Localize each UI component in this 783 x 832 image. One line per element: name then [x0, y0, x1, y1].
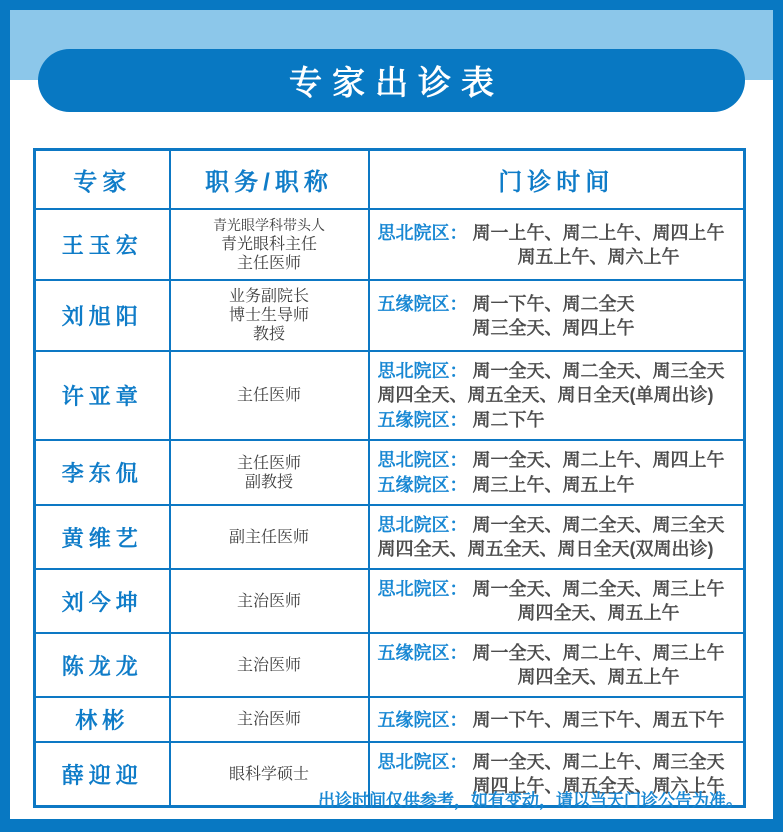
title-line: 教授 [252, 326, 285, 343]
campus-label: 思北院区： [377, 450, 468, 470]
title-line: 主治医师 [236, 592, 301, 610]
schedule-entry [378, 292, 738, 340]
schedule-table [33, 148, 746, 808]
schedule-days: 周一全天、周二全天、周三全天 周四全天、周五全天、周日全天(单周出诊) [377, 361, 725, 405]
column-header: 专家 [35, 150, 170, 210]
schedule-table-container [33, 148, 743, 808]
title-line: 主任医师 [236, 454, 301, 472]
title-line: 主治医师 [236, 711, 301, 728]
title-line: 主任医师 [236, 387, 301, 404]
doctor-titles [170, 569, 369, 633]
campus-label: 五缘院区： [377, 475, 468, 495]
doctor-schedule [369, 209, 745, 280]
doctor-titles [170, 351, 369, 440]
campus-label: 五缘院区： [377, 293, 468, 314]
doctor-name: 刘旭阳 [35, 280, 170, 351]
schedule-days: 周一全天、周二上午、周三全天 周四上午、周五全天、周六上午 [472, 752, 725, 796]
schedule-days: 周一下午、周三下午、周五下午 [472, 709, 725, 730]
page-title: 专家出诊表 [289, 64, 504, 101]
doctor-name: 王玉宏 [35, 209, 170, 280]
doctor-titles [170, 209, 369, 280]
doctor-schedule [369, 440, 745, 505]
schedule-days: 周二下午 [472, 410, 545, 430]
campus-label: 五缘院区： [377, 643, 468, 663]
doctor-schedule [369, 505, 745, 569]
schedule-table-body [35, 209, 745, 807]
doctor-name: 陈龙龙 [35, 633, 170, 697]
title-line: 青光眼学科带头人 [213, 217, 325, 233]
doctor-name: 李东侃 [35, 440, 170, 505]
title-line: 眼科学硕士 [228, 765, 309, 783]
table-row [35, 633, 745, 697]
doctor-name: 薛迎迎 [35, 742, 170, 807]
title-line: 主任医师 [236, 255, 301, 272]
table-row [35, 505, 745, 569]
schedule-entry [378, 641, 738, 689]
table-header-row [35, 150, 745, 210]
title-line: 青光眼科主任 [220, 236, 317, 253]
campus-label: 思北院区： [377, 579, 468, 599]
title-line: 博士生导师 [228, 307, 309, 324]
campus-label: 五缘院区： [377, 410, 468, 430]
schedule-entry [378, 221, 738, 269]
doctor-name: 黄维艺 [35, 505, 170, 569]
doctor-titles [170, 697, 369, 742]
table-row [35, 280, 745, 351]
doctor-titles [170, 505, 369, 569]
schedule-entry [378, 577, 738, 625]
schedule-days: 周一上午、周二上午、周四上午 周五上午、周六上午 [472, 222, 725, 267]
doctor-titles [170, 280, 369, 351]
title-line: 业务副院长 [228, 288, 309, 305]
doctor-name: 许亚章 [35, 351, 170, 440]
doctor-schedule [369, 351, 745, 440]
doctor-titles [170, 440, 369, 505]
schedule-entry [378, 473, 738, 497]
schedule-entry [378, 513, 738, 561]
schedule-entry [378, 408, 738, 432]
schedule-days: 周一全天、周二全天、周三上午 周四全天、周五上午 [472, 579, 725, 623]
campus-label: 思北院区： [377, 361, 468, 381]
doctor-schedule [369, 569, 745, 633]
schedule-days: 周一全天、周二上午、周三上午 周四全天、周五上午 [472, 643, 725, 687]
campus-label: 五缘院区： [377, 709, 468, 730]
schedule-entry [378, 359, 738, 407]
schedule-days: 周一下午、周二全天 周三全天、周四上午 [472, 293, 635, 338]
title-banner [38, 49, 745, 112]
schedule-days: 周一全天、周二上午、周四上午 [472, 450, 725, 470]
footnote: 出诊时间仅供参考，如有变动，请以当天门诊公告为准。 [318, 791, 743, 810]
doctor-schedule [369, 280, 745, 351]
campus-label: 思北院区： [377, 752, 468, 772]
title-line: 副教授 [244, 473, 293, 491]
column-header: 门诊时间 [369, 150, 745, 210]
table-row [35, 209, 745, 280]
schedule-entry [378, 708, 738, 732]
column-header: 职务/职称 [170, 150, 369, 210]
schedule-days: 周三上午、周五上午 [472, 475, 635, 495]
schedule-days: 周一全天、周二全天、周三全天 周四全天、周五全天、周日全天(双周出诊) [377, 515, 725, 559]
table-row [35, 697, 745, 742]
title-line: 副主任医师 [228, 528, 309, 546]
doctor-name: 刘今坤 [35, 569, 170, 633]
doctor-schedule [369, 697, 745, 742]
doctor-name: 林彬 [35, 697, 170, 742]
table-row [35, 569, 745, 633]
campus-label: 思北院区： [377, 222, 468, 243]
doctor-titles [170, 633, 369, 697]
table-row [35, 351, 745, 440]
schedule-entry [378, 448, 738, 472]
doctor-schedule [369, 633, 745, 697]
title-line: 主治医师 [236, 656, 301, 674]
campus-label: 思北院区： [377, 515, 468, 535]
table-row [35, 440, 745, 505]
